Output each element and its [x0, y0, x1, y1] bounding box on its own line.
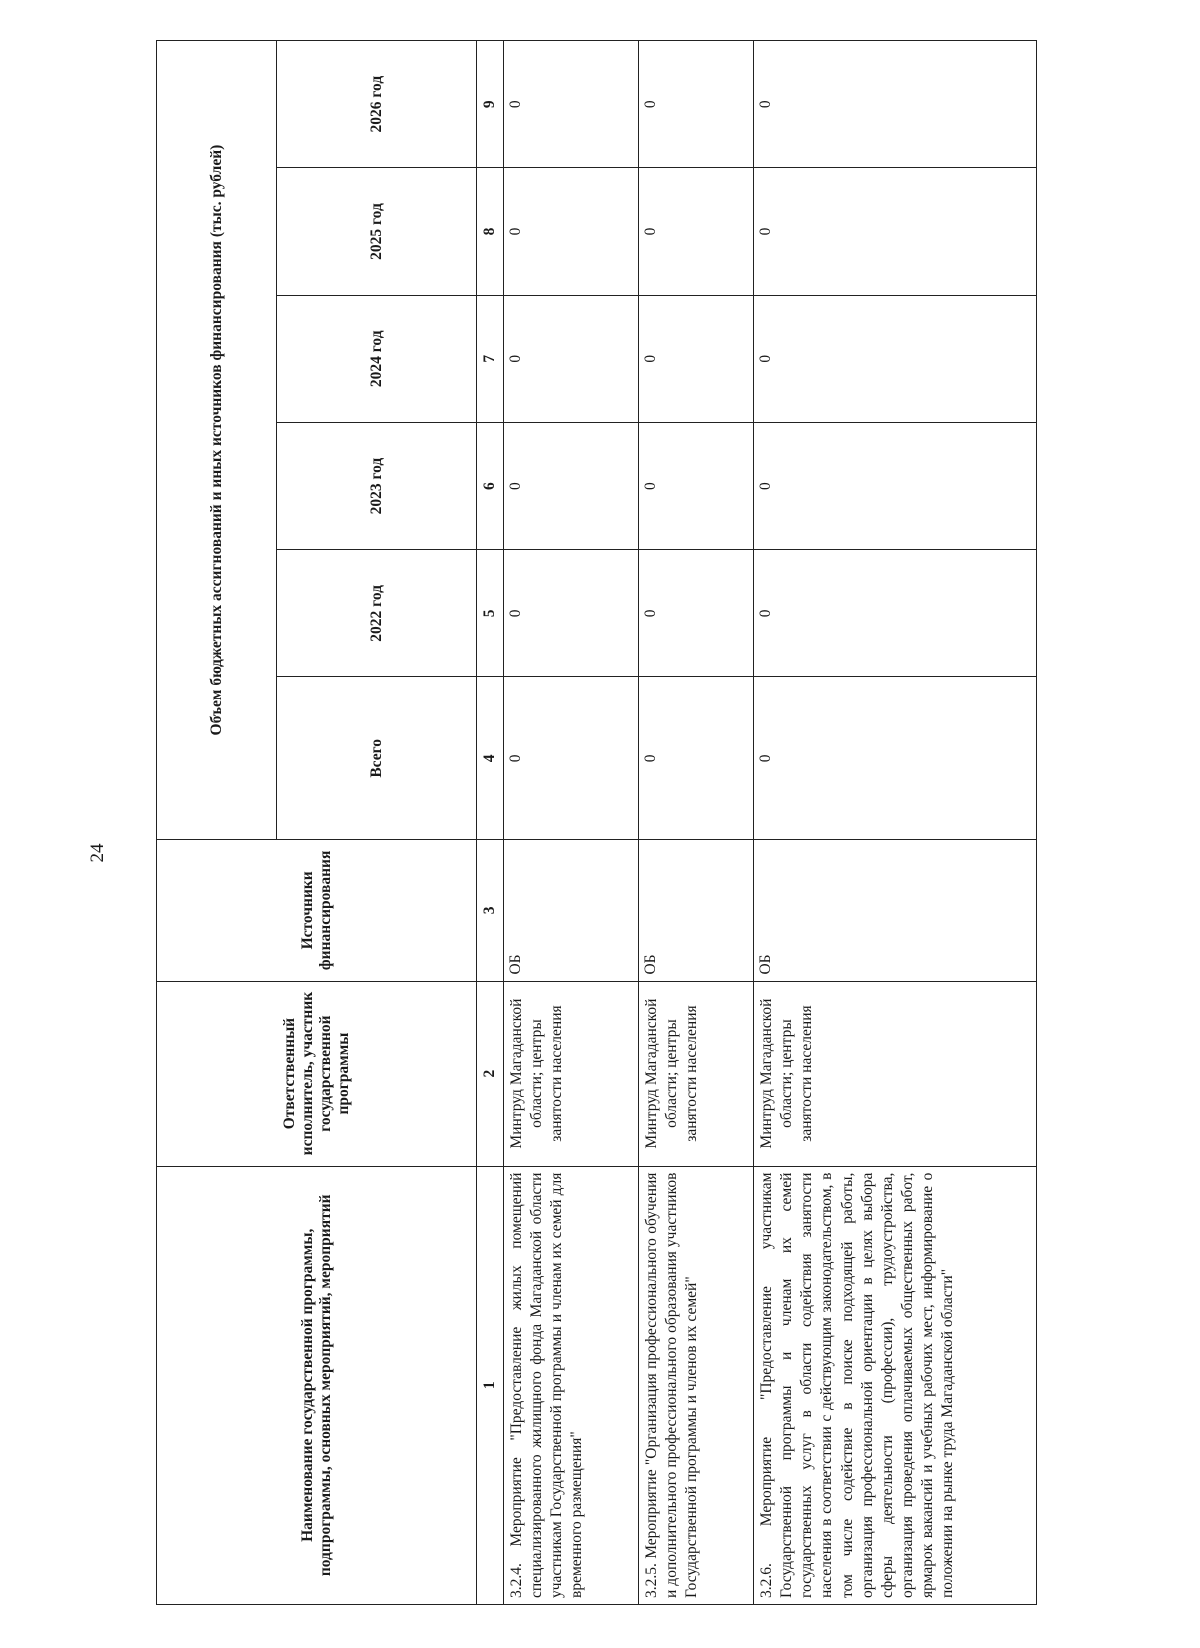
- header-row-1: [157, 41, 277, 1605]
- column-number: 4: [477, 677, 504, 840]
- row-2023: 0: [754, 422, 1037, 549]
- column-number: 9: [477, 41, 504, 168]
- header-source: Источники финансирования: [157, 840, 477, 981]
- row-2025: 0: [504, 168, 639, 295]
- row-executor: Минтруд Магаданской области; центры занятости населения: [754, 981, 1037, 1166]
- header-2023: 2023 год: [277, 422, 477, 549]
- row-2026: 0: [504, 41, 639, 168]
- header-2024: 2024 год: [277, 295, 477, 422]
- column-number: 3: [477, 840, 504, 981]
- row-total: 0: [504, 677, 639, 840]
- row-2022: 0: [754, 550, 1037, 677]
- row-2022: 0: [504, 550, 639, 677]
- header-total: Всего: [277, 677, 477, 840]
- row-executor: Минтруд Магаданской области; центры занятости населения: [504, 981, 639, 1166]
- row-total: 0: [639, 677, 754, 840]
- row-name: 3.2.4. Мероприятие "Предоставление жилых помещений специализированного жилищного фонда Магаданской области участникам Государственной программы и членам их семей для временного размещения": [504, 1166, 639, 1604]
- row-2025: 0: [639, 168, 754, 295]
- row-2025: 0: [754, 168, 1037, 295]
- row-source: ОБ: [639, 840, 754, 981]
- rotated-table-wrapper: [156, 40, 1031, 1605]
- row-name: 3.2.6. Мероприятие "Предоставление участникам Государственной программы и членам их семей государственных услуг в области содействия занятости населения в соответствии с действующим законодательством, в том числе содействие в поиске подходящей работы, организация профессиональной ориентации в целях выбора сферы деятельности (профессии), трудоустройства, организация проведения оплачиваемых общественных работ, ярмарок вакансий и учебных рабочих мест, информирование о положении на рынке труда Магаданской области": [754, 1166, 1037, 1604]
- header-executor: Ответственный исполнитель, участник государственной программы: [157, 981, 477, 1166]
- row-source: ОБ: [754, 840, 1037, 981]
- row-executor: Минтруд Магаданской области; центры занятости населения: [639, 981, 754, 1166]
- row-2024: 0: [754, 295, 1037, 422]
- column-number: 8: [477, 168, 504, 295]
- header-2022: 2022 год: [277, 550, 477, 677]
- header-2025: 2025 год: [277, 168, 477, 295]
- row-2022: 0: [639, 550, 754, 677]
- column-number: 7: [477, 295, 504, 422]
- column-number: 5: [477, 550, 504, 677]
- table-row: [504, 41, 639, 1605]
- row-2026: 0: [754, 41, 1037, 168]
- column-number: 6: [477, 422, 504, 549]
- row-2023: 0: [504, 422, 639, 549]
- row-2026: 0: [639, 41, 754, 168]
- row-2024: 0: [504, 295, 639, 422]
- column-number: 1: [477, 1166, 504, 1604]
- column-number-row: [477, 41, 504, 1605]
- table-row: [754, 41, 1037, 1605]
- row-total: 0: [754, 677, 1037, 840]
- page-number: 24: [87, 843, 108, 863]
- row-name: 3.2.5. Мероприятие "Организация профессионального обучения и дополнительного профессионального образования участников Государственной программы и членов их семей": [639, 1166, 754, 1604]
- header-funding-group: Объем бюджетных ассигнований и иных источников финансирования (тыс. рублей): [157, 41, 277, 840]
- row-source: ОБ: [504, 840, 639, 981]
- column-number: 2: [477, 981, 504, 1166]
- row-2023: 0: [639, 422, 754, 549]
- table-row: [639, 41, 754, 1605]
- header-2026: 2026 год: [277, 41, 477, 168]
- funding-table: [156, 40, 1037, 1605]
- header-name: Наименование государственной программы, подпрограммы, основных мероприятий, мероприятий: [157, 1166, 477, 1604]
- row-2024: 0: [639, 295, 754, 422]
